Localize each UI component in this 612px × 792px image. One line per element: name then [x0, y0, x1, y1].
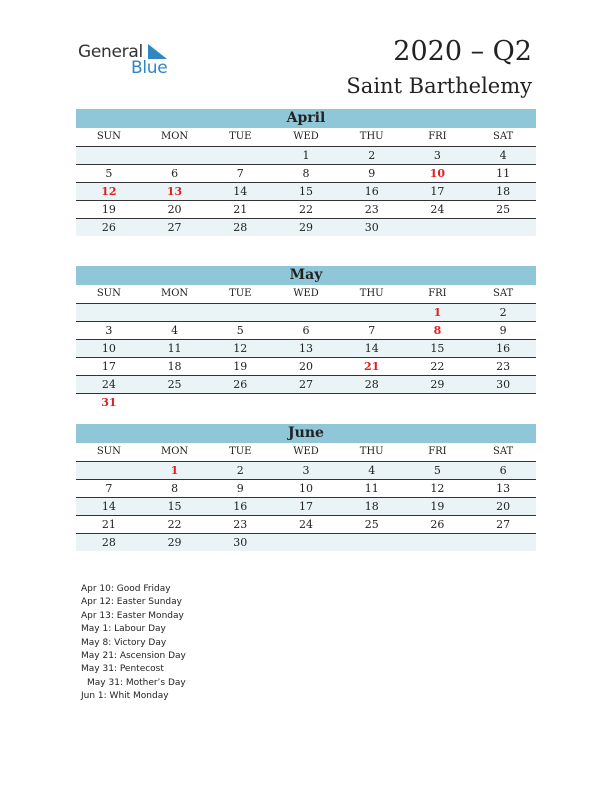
day-cell: 22 — [430, 360, 445, 373]
weekday-label: SAT — [493, 288, 514, 299]
day-cell: 1 — [170, 464, 179, 477]
day-cell: 26 — [430, 518, 445, 531]
day-cell: 24 — [430, 203, 445, 216]
holiday-entry: Apr 12: Easter Sunday — [81, 597, 182, 608]
weekday-label: SAT — [493, 446, 514, 457]
week-row — [76, 516, 536, 534]
month-calendar-april — [76, 109, 536, 236]
day-cell: 4 — [499, 149, 507, 162]
empty-day-cell — [339, 534, 405, 551]
day-cell: 29 — [298, 221, 313, 234]
day-cell: 23 — [364, 203, 379, 216]
day-cell: 5 — [236, 324, 244, 337]
day-cell: 22 — [298, 203, 313, 216]
week-row — [76, 183, 536, 201]
day-cell: 9 — [499, 324, 507, 337]
day-cell: 21 — [233, 203, 248, 216]
holiday-entry: May 8: Victory Day — [81, 637, 167, 648]
day-cell: 5 — [105, 167, 113, 180]
day-cell: 2 — [236, 464, 244, 477]
holiday-entry: Jun 1: Whit Monday — [81, 691, 169, 702]
weekday-label: FRI — [428, 446, 447, 457]
day-cell: 19 — [101, 203, 116, 216]
day-cell: 30 — [496, 378, 511, 391]
logo-word-general: General — [78, 42, 143, 62]
holiday-entry: Apr 10: Good Friday — [81, 584, 171, 594]
weekday-label: TUE — [229, 288, 252, 299]
day-cell: 10 — [429, 167, 446, 180]
day-cell: 18 — [496, 185, 511, 198]
day-cell: 12 — [101, 185, 117, 198]
empty-day-cell — [339, 304, 405, 321]
day-cell: 26 — [101, 221, 116, 234]
weekday-label: SUN — [96, 446, 121, 457]
day-cell: 3 — [433, 149, 441, 162]
holiday-entry: May 1: Labour Day — [81, 624, 166, 635]
day-cell: 19 — [430, 500, 445, 513]
day-cell: 31 — [101, 396, 117, 409]
weekday-label: FRI — [428, 131, 447, 142]
day-cell: 12 — [430, 482, 445, 495]
empty-day-cell — [76, 462, 142, 479]
month-name: June — [76, 424, 536, 443]
day-cell: 16 — [233, 500, 248, 513]
day-cell: 7 — [236, 167, 244, 180]
day-cell: 27 — [496, 518, 511, 531]
empty-day-cell — [142, 394, 208, 411]
month-name: April — [76, 109, 536, 128]
holiday-list — [81, 583, 186, 704]
day-cell: 13 — [166, 185, 183, 198]
day-cell: 7 — [368, 324, 376, 337]
day-cell: 14 — [101, 500, 116, 513]
weekday-header-row — [76, 128, 536, 147]
day-cell: 16 — [364, 185, 379, 198]
day-cell: 24 — [101, 378, 116, 391]
day-cell: 1 — [302, 149, 310, 162]
region-title: Saint Barthelemy — [346, 74, 532, 98]
week-row — [76, 358, 536, 376]
day-cell: 11 — [167, 342, 182, 355]
month-calendar-may — [76, 266, 536, 411]
weekday-label: MON — [160, 288, 189, 299]
day-cell: 28 — [233, 221, 248, 234]
weekday-label: FRI — [428, 288, 447, 299]
day-cell: 13 — [298, 342, 313, 355]
week-row — [76, 165, 536, 183]
weekday-header-row — [76, 443, 536, 462]
page-title: 2020 – Q2 — [393, 36, 532, 67]
day-cell: 25 — [364, 518, 379, 531]
day-cell: 29 — [430, 378, 445, 391]
day-cell: 15 — [430, 342, 445, 355]
day-cell: 25 — [167, 378, 182, 391]
day-cell: 10 — [298, 482, 313, 495]
week-row — [76, 376, 536, 394]
empty-day-cell — [207, 394, 273, 411]
day-cell: 16 — [496, 342, 511, 355]
day-cell: 11 — [364, 482, 379, 495]
holiday-entry: May 31: Mother’s Day — [87, 677, 186, 688]
day-cell: 20 — [298, 360, 313, 373]
weekday-label: WED — [293, 446, 319, 457]
day-cell: 20 — [167, 203, 182, 216]
week-row — [76, 147, 536, 165]
holiday-entry: May 21: Ascension Day — [81, 650, 186, 661]
day-cell: 21 — [364, 360, 380, 373]
day-cell: 4 — [171, 324, 179, 337]
day-cell: 21 — [101, 518, 116, 531]
day-cell: 27 — [167, 221, 182, 234]
day-cell: 24 — [298, 518, 313, 531]
day-cell: 4 — [368, 464, 376, 477]
empty-day-cell — [470, 219, 536, 236]
weekday-label: MON — [160, 131, 189, 142]
day-cell: 25 — [496, 203, 511, 216]
weekday-label: TUE — [229, 131, 252, 142]
weekday-label: SUN — [96, 131, 121, 142]
day-cell: 14 — [364, 342, 379, 355]
empty-day-cell — [207, 304, 273, 321]
empty-day-cell — [142, 304, 208, 321]
empty-day-cell — [76, 147, 142, 164]
day-cell: 18 — [167, 360, 182, 373]
weekday-header-row — [76, 285, 536, 304]
empty-day-cell — [405, 219, 471, 236]
week-row — [76, 304, 536, 322]
empty-day-cell — [405, 394, 471, 411]
day-cell: 1 — [433, 306, 442, 319]
day-cell: 17 — [101, 360, 116, 373]
holiday-entry: May 31: Pentecost — [81, 664, 164, 675]
day-cell: 5 — [433, 464, 441, 477]
weekday-label: TUE — [229, 446, 252, 457]
empty-day-cell — [470, 394, 536, 411]
weekday-label: MON — [160, 446, 189, 457]
day-cell: 27 — [298, 378, 313, 391]
week-row — [76, 498, 536, 516]
day-cell: 9 — [368, 167, 376, 180]
day-cell: 2 — [499, 306, 507, 319]
day-cell: 6 — [302, 324, 310, 337]
day-cell: 28 — [364, 378, 379, 391]
holiday-entry: Apr 13: Easter Monday — [81, 610, 184, 621]
empty-day-cell — [470, 534, 536, 551]
day-cell: 17 — [430, 185, 445, 198]
weekday-label: THU — [359, 131, 384, 142]
week-row — [76, 480, 536, 498]
day-cell: 6 — [171, 167, 179, 180]
day-cell: 6 — [499, 464, 507, 477]
empty-day-cell — [273, 534, 339, 551]
day-cell: 26 — [233, 378, 248, 391]
day-cell: 11 — [496, 167, 511, 180]
day-cell: 22 — [167, 518, 182, 531]
empty-day-cell — [142, 147, 208, 164]
month-calendar-june — [76, 424, 536, 551]
day-cell: 8 — [171, 482, 179, 495]
week-row — [76, 340, 536, 358]
week-row — [76, 201, 536, 219]
day-cell: 3 — [302, 464, 310, 477]
day-cell: 14 — [233, 185, 248, 198]
day-cell: 13 — [496, 482, 511, 495]
day-cell: 8 — [302, 167, 310, 180]
weekday-label: SUN — [96, 288, 121, 299]
day-cell: 8 — [433, 324, 442, 337]
day-cell: 9 — [236, 482, 244, 495]
week-row — [76, 534, 536, 551]
logo-word-blue: Blue — [131, 58, 168, 78]
day-cell: 18 — [364, 500, 379, 513]
day-cell: 12 — [233, 342, 248, 355]
day-cell: 29 — [167, 536, 182, 549]
day-cell: 19 — [233, 360, 248, 373]
empty-day-cell — [76, 304, 142, 321]
empty-day-cell — [273, 394, 339, 411]
day-cell: 17 — [298, 500, 313, 513]
week-row — [76, 219, 536, 236]
month-name: May — [76, 266, 536, 285]
empty-day-cell — [207, 147, 273, 164]
day-cell: 23 — [233, 518, 248, 531]
day-cell: 15 — [167, 500, 182, 513]
empty-day-cell — [405, 534, 471, 551]
day-cell: 28 — [101, 536, 116, 549]
week-row — [76, 462, 536, 480]
day-cell: 20 — [496, 500, 511, 513]
day-cell: 30 — [233, 536, 248, 549]
weekday-label: WED — [293, 288, 319, 299]
empty-day-cell — [273, 304, 339, 321]
weekday-label: WED — [293, 131, 319, 142]
day-cell: 30 — [364, 221, 379, 234]
weekday-label: THU — [359, 288, 384, 299]
day-cell: 10 — [101, 342, 116, 355]
logo — [78, 42, 178, 78]
weekday-label: SAT — [493, 131, 514, 142]
weekday-label: THU — [359, 446, 384, 457]
day-cell: 23 — [496, 360, 511, 373]
week-row — [76, 394, 536, 411]
day-cell: 15 — [298, 185, 313, 198]
empty-day-cell — [339, 394, 405, 411]
day-cell: 7 — [105, 482, 113, 495]
week-row — [76, 322, 536, 340]
day-cell: 3 — [105, 324, 113, 337]
day-cell: 2 — [368, 149, 376, 162]
